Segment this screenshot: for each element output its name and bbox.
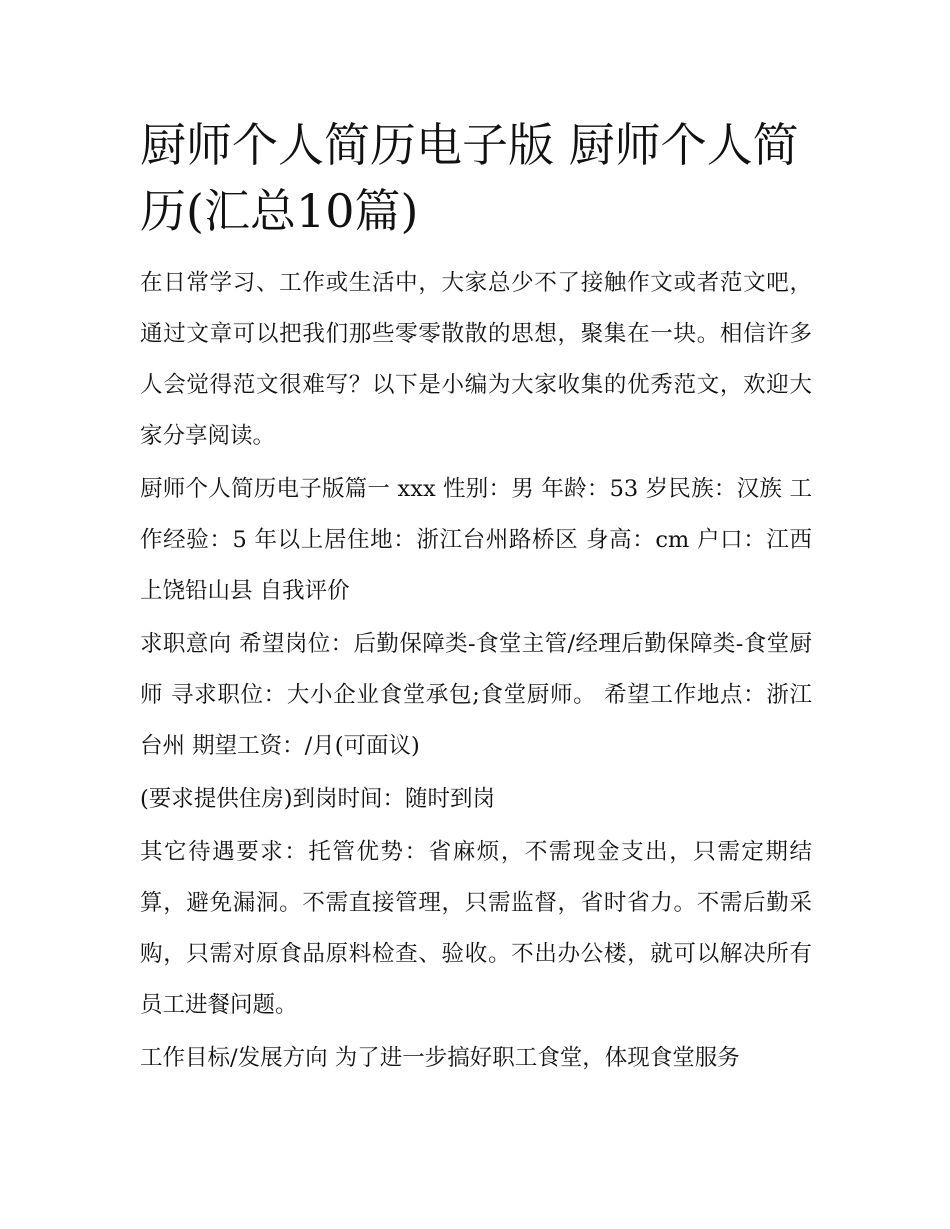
document-body [140,112,812,1086]
paragraph-work-goal: 工作目标/发展方向 为了进一步搞好职工食堂，体现食堂服务 [140,1045,740,1071]
paragraph-job-intention: 求职意向 希望岗位：后勤保障类-食堂主管/经理后勤保障类-食堂厨师 寻求职位：大小企业食堂承包;食堂厨师。 希望工作地点：浙江台州 期望工资：/月(可面议) [140,631,812,759]
paragraph-basic-info: 厨师个人简历电子版篇一 xxx 性别：男 年龄：53 岁民族：汉族 工作经验：5 年以上居住地：浙江台州路桥区 身高：cm 户口：江西上饶铅山县 自我评价 [140,476,812,604]
document-title: 厨师个人简历电子版 厨师个人简历(汇总10篇) [140,118,799,238]
paragraph-other-requirements: 其它待遇要求：托管优势：省麻烦，不需现金支出，只需定期结算，避免漏洞。不需直接管理，只需监督，省时省力。不需后勤采购，只需对原食品原料检查、验收。不出办公楼，就可以解决所有员工进餐问题。 [140,839,812,1018]
paragraph-intro: 在日常学习、工作或生活中，大家总少不了接触作文或者范文吧，通过文章可以把我们那些零零散散的思想，聚集在一块。相信许多人会觉得范文很难写？以下是小编为大家收集的优秀范文，欢迎大家分享阅读。 [140,270,812,449]
paragraph-housing: (要求提供住房)到岗时间：随时到岗 [140,786,496,812]
